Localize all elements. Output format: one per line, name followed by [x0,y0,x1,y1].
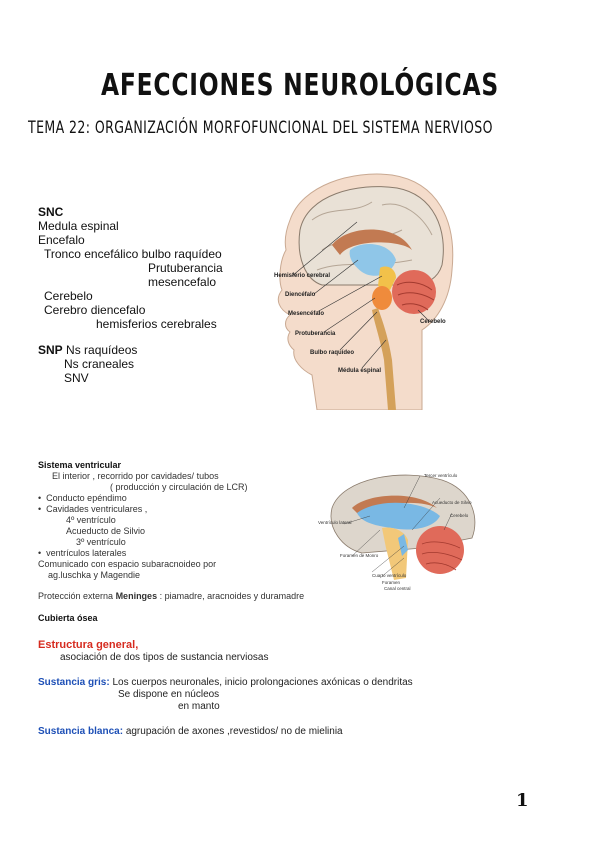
ventricular-line: ( producción y circulación de LCR) [110,482,248,492]
snc-line: hemisferios cerebrales [96,317,217,331]
snp-line [38,343,137,357]
figure2-label: Cerebelo [450,513,469,518]
sustancia-gris-text: Los cuerpos neuronales, inicio prolongaciones axónicas o dendritas [112,677,413,688]
ventricular-line: 4º ventrículo [66,515,116,525]
snp-item: Ns craneales [64,357,135,371]
page-number: 1 [516,790,529,811]
cubierta-osea: Cubierta ósea [38,613,98,623]
figure1-label: Cerebelo [420,319,446,325]
snc-line: Medula espinal [38,219,119,233]
sustancia-blanca-line [38,726,343,737]
estructura-line: asociación de dos tipos de sustancia nerviosas [60,652,269,663]
figure2-label: Foramen [382,580,401,585]
sustancia-gris-line3: en manto [178,701,220,712]
ventricular-line: 3º ventrículo [76,537,126,547]
snc-line: Cerebro diencefalo [44,303,146,317]
ventricular-line: Cavidades ventriculares , [46,504,148,514]
ventricular-bullet: • ventrículos laterales [38,548,127,558]
page-subtitle: TEMA 22: ORGANIZACIÓN MORFOFUNCIONAL DEL SISTEMA NERVIOSO [28,118,493,138]
sustancia-blanca-text: agrupación de axones ,revestidos/ no de mielinia [125,726,343,737]
figure2-label: Foramen de Monro [340,553,379,558]
ventricular-heading: Sistema ventricular [38,460,122,470]
snc-line: Encefalo [38,233,85,247]
figure1-label: Hemisferio cerebral [274,273,331,279]
snc-line: Tronco encefálico bulbo raquídeo [44,247,222,261]
figure1-label: Médula espinal [338,368,382,374]
snp-item: SNV [64,371,89,385]
meninges-bold: Meninges [115,591,158,601]
ventricular-line: Conducto epéndimo [46,493,127,503]
ventricular-line: ag.luschka y Magendie [48,570,141,580]
estructura-heading: Estructura general, [38,639,139,651]
figure1-label: Mesencéfalo [288,311,325,317]
ventricular-bullet: • Conducto epéndimo [38,493,127,503]
snp-heading: SNP [38,343,63,357]
snc-line: Cerebelo [44,289,93,303]
ventricular-line: Comunicado con espacio subaracnoideo por [38,559,217,569]
ventricular-line: El interior , recorrido por cavidades/ tubos [52,471,219,481]
ventricular-line: ventrículos laterales [46,548,127,558]
figure1-label: Diencéfalo [285,292,316,298]
ventricular-line: Acueducto de Silvio [66,526,146,536]
figure2-label: Ventrículo lateral [318,520,352,525]
meninges-rest: : piamadre, aracnoides y duramadre [159,591,305,601]
figure2-label: Cuarto ventrículo [372,573,407,578]
ventricular-bullet: • Cavidades ventriculares , [38,504,148,514]
figure1-label: Protuberancia [295,331,336,337]
meninges-prefix: Protección externa [38,591,114,601]
ventricular-system-figure [322,468,482,588]
page-title: AFECCIONES NEUROLÓGICAS [100,68,500,103]
sustancia-gris-line2: Se dispone en núcleos [118,689,220,700]
snc-line: Prutuberancia [148,261,223,275]
figure2-label: Acueducto de Silvio [432,500,472,505]
sustancia-blanca-label: Sustancia blanca: [38,726,124,737]
figure1-label: Bulbo raquídeo [310,350,354,356]
snc-heading: SNC [38,205,64,219]
sustancia-gris-line [38,677,413,688]
figure2-label: Canal central [384,586,411,591]
snc-line: mesencefalo [148,275,217,289]
figure2-label: Tercer ventrículo [424,473,458,478]
meninges-line [38,591,304,602]
snp-item: Ns raquídeos [66,343,138,357]
sustancia-gris-label: Sustancia gris: [38,677,110,688]
